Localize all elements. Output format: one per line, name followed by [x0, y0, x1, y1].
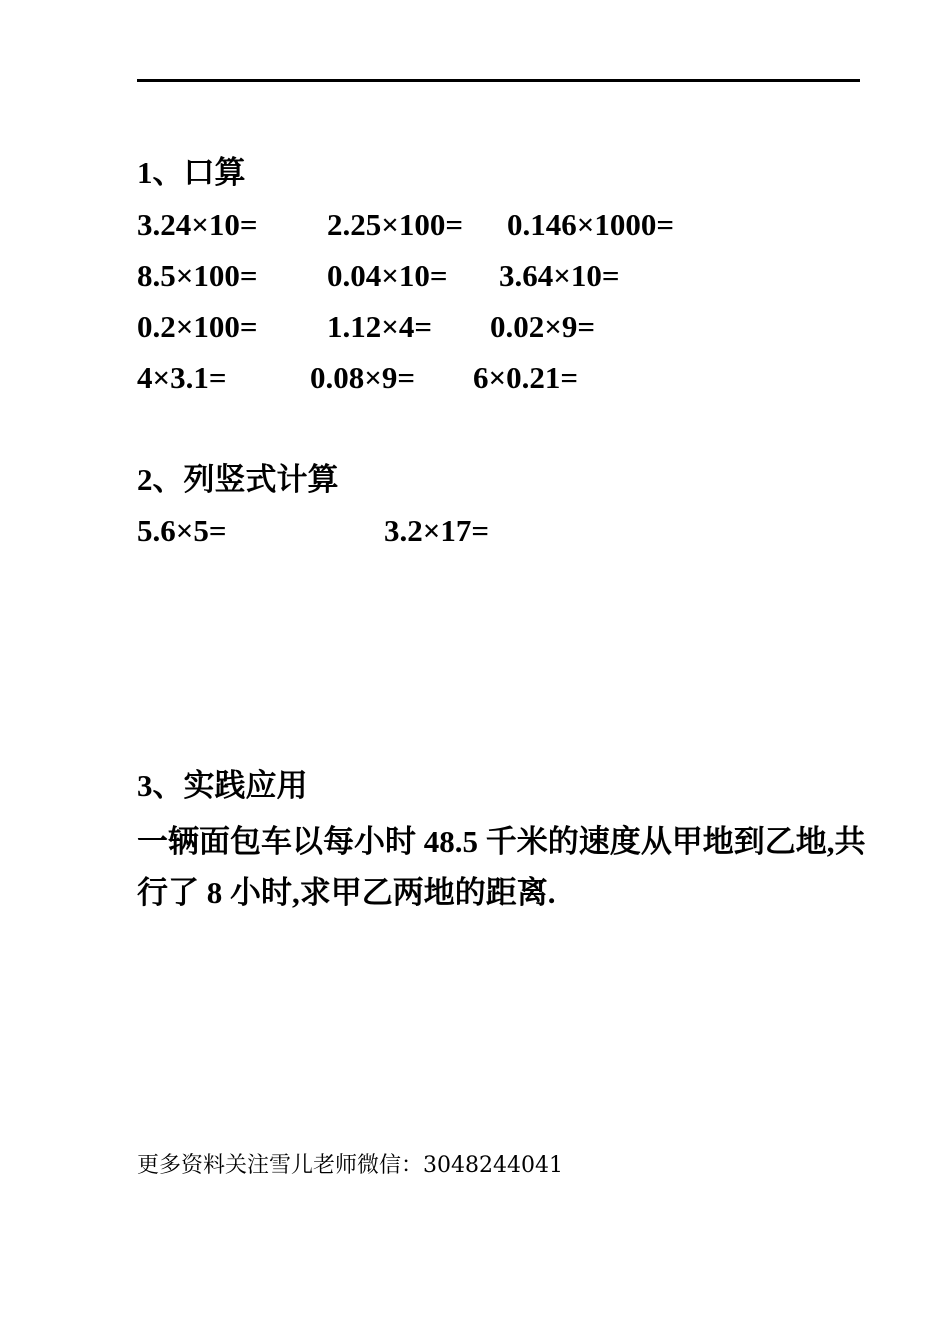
vertical-calc-item: 5.6×5= [137, 513, 227, 548]
oral-calc-item: 1.12×4= [327, 309, 433, 344]
section-1-heading: 1、口算 [137, 155, 246, 190]
header-rule [137, 79, 860, 82]
oral-calc-item: 3.64×10= [499, 258, 620, 293]
oral-calc-item: 2.25×100= [327, 207, 464, 242]
oral-calc-item: 6×0.21= [473, 360, 579, 395]
oral-calc-item: 0.04×10= [327, 258, 448, 293]
section-2-heading: 2、列竖式计算 [137, 462, 339, 497]
oral-calc-item: 4×3.1= [137, 360, 227, 395]
oral-calc-item: 0.146×1000= [507, 207, 675, 242]
oral-calc-item: 3.24×10= [137, 207, 258, 242]
oral-calc-item: 8.5×100= [137, 258, 258, 293]
word-problem-text: 一辆面包车以每小时 48.5 千米的速度从甲地到乙地,共行了 8 小时,求甲乙两地的距离. [137, 824, 866, 910]
oral-calc-item: 0.02×9= [490, 309, 596, 344]
oral-calc-item: 0.2×100= [137, 309, 258, 344]
section-3-heading: 3、实践应用 [137, 768, 308, 803]
vertical-calc-item: 3.2×17= [384, 513, 490, 548]
footer-note: 更多资料关注雪儿老师微信：3048244041 [137, 1153, 563, 1178]
oral-calc-item: 0.08×9= [310, 360, 416, 395]
